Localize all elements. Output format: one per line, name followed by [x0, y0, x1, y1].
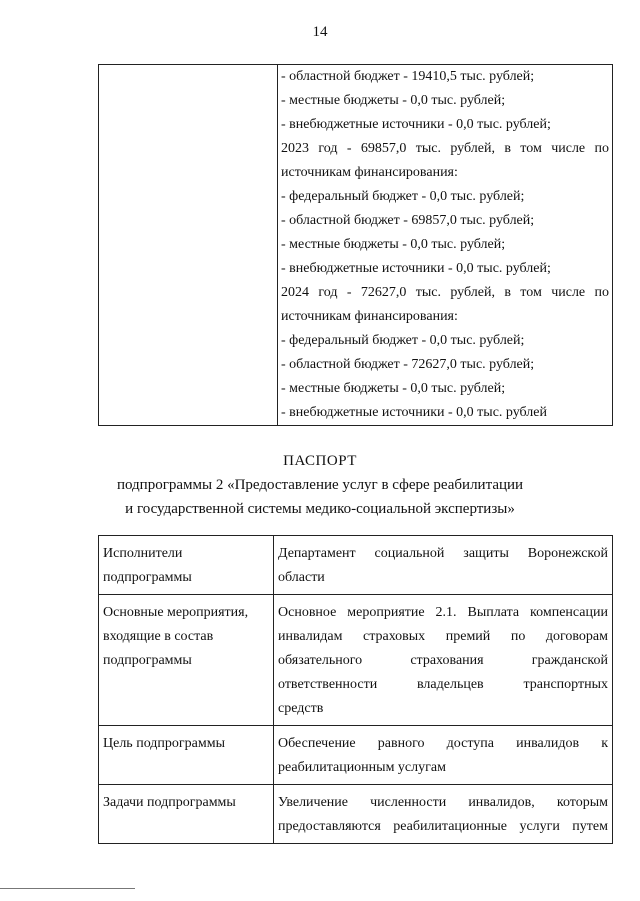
row-value-cell [274, 726, 613, 785]
row-label-line: Исполнители [103, 546, 183, 561]
financing-line: 2023 год - 69857,0 тыс. рублей, в том числе по [281, 141, 609, 156]
row-value-cell [274, 536, 613, 595]
financing-line: - федеральный бюджет - 0,0 тыс. рублей; [281, 189, 525, 204]
footer-divider [0, 888, 135, 889]
financing-line: - федеральный бюджет - 0,0 тыс. рублей; [281, 333, 525, 348]
row-value-line: инвалидам страховых премий по договорам [278, 629, 608, 644]
row-label-cell [99, 536, 274, 595]
passport-subtitle-line-2: и государственной системы медико-социальной экспертизы» [125, 501, 515, 517]
financing-line: - местные бюджеты - 0,0 тыс. рублей; [281, 93, 506, 108]
row-label-line: подпрограммы [103, 653, 192, 668]
row-value-line: области [278, 570, 325, 585]
passport-title: ПАСПОРТ [283, 453, 357, 469]
table-row [99, 536, 613, 595]
financing-line: - областной бюджет - 72627,0 тыс. рублей; [281, 357, 535, 372]
row-label-line: Задачи подпрограммы [103, 795, 236, 810]
financing-line: - областной бюджет - 69857,0 тыс. рублей; [281, 213, 535, 228]
passport-title-block [0, 449, 640, 521]
financing-line: - внебюджетные источники - 0,0 тыс. рублей; [281, 261, 551, 276]
row-value-line: реабилитационным услугам [278, 760, 446, 775]
row-label-cell [99, 595, 274, 726]
row-label-cell [99, 726, 274, 785]
financing-line: - областной бюджет - 19410,5 тыс. рублей; [281, 69, 535, 84]
page-number: 14 [312, 24, 328, 40]
row-value-cell [274, 785, 613, 844]
row-value-line: предоставляются реабилитационные услуги путем [278, 819, 608, 834]
table-row [99, 785, 613, 844]
table-row [99, 726, 613, 785]
financing-lines [281, 65, 609, 425]
row-value-line: Департамент социальной защиты Воронежской [278, 546, 608, 561]
row-label-cell [99, 785, 274, 844]
row-value-line: ответственности владельцев транспортных [278, 677, 608, 692]
table-row [99, 595, 613, 726]
passport-subtitle-line-1: подпрограммы 2 «Предоставление услуг в сфере реабилитации [116, 477, 524, 493]
financing-line: - местные бюджеты - 0,0 тыс. рублей; [281, 381, 506, 396]
row-value-line: средств [278, 701, 324, 716]
financing-details-cell [278, 65, 613, 426]
passport-table [98, 535, 613, 844]
financing-line: - внебюджетные источники - 0,0 тыс. рублей [281, 405, 547, 420]
financing-line: источникам финансирования: [281, 309, 458, 324]
financing-line: - местные бюджеты - 0,0 тыс. рублей; [281, 237, 506, 252]
row-value-line: Увеличение численности инвалидов, которым [278, 795, 608, 810]
financing-line: 2024 год - 72627,0 тыс. рублей, в том числе по [281, 285, 609, 300]
row-label-line: Основные мероприятия, [103, 605, 249, 620]
financing-line: источникам финансирования: [281, 165, 458, 180]
financing-line: - внебюджетные источники - 0,0 тыс. рублей; [281, 117, 551, 132]
row-label-line: входящие в состав [103, 629, 214, 644]
table-cell-empty [99, 65, 278, 426]
financing-table [98, 64, 613, 426]
row-value-line: Основное мероприятие 2.1. Выплата компенсации [278, 605, 608, 620]
row-label-line: подпрограммы [103, 570, 192, 585]
row-value-line: обязательного страхования гражданской [278, 653, 608, 668]
row-label-line: Цель подпрограммы [103, 736, 225, 751]
row-value-cell [274, 595, 613, 726]
table-row [99, 65, 613, 426]
row-value-line: Обеспечение равного доступа инвалидов к [278, 736, 608, 751]
